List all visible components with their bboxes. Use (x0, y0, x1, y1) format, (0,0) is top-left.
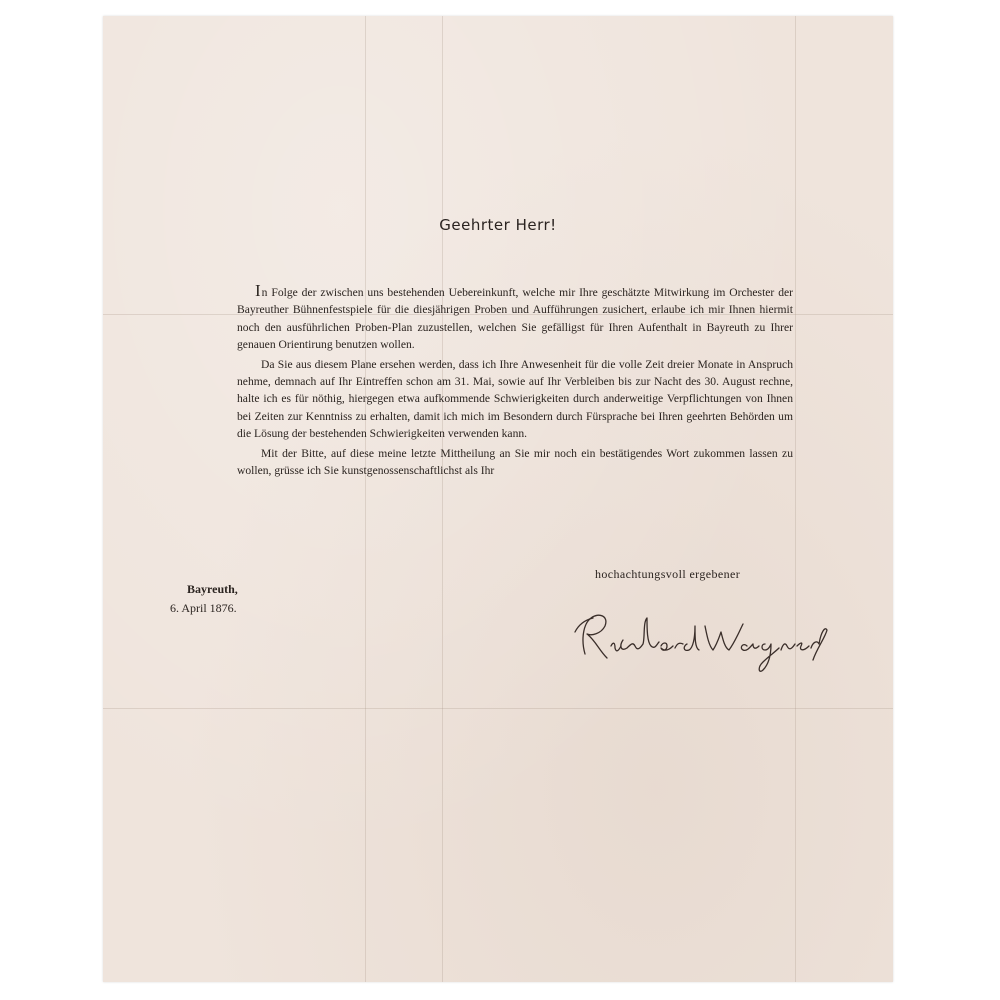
letter-date: 6. April 1876. (170, 601, 237, 615)
fold-line-vertical (365, 16, 366, 982)
closing-phrase: hochachtungsvoll ergebener (595, 567, 741, 581)
paragraph-1 (237, 281, 793, 354)
greeting-heading: Geehrter Herr! (439, 216, 557, 234)
letter-body (237, 281, 793, 481)
paragraph-2: Da Sie aus diesem Plane ersehen werden, dass ich Ihre Anwesenheit für die volle Zeit dreier Monate in Anspruch nehme, demnach auf Ihr Eintreffen schon am 31. Mai, sowie auf Ihr Verbleiben bis zur Nacht des 30. August rechne, halte ich es für nöthig, hiergegen etwa aufkommende Schwierigkeiten durch anderweitige Verpflichtungen von Ihnen bei Zeiten zur Kenntniss zu erhalten, damit ich mich im Besondern durch Fürsprache bei Ihren geehrten Behörden um die Lösung der bestehenden Schwierigkeiten verwenden kann. (237, 357, 793, 441)
paragraph-3: Mit der Bitte, auf diese meine letzte Mittheilung an Sie mir noch ein bestätigendes Wort zukommen lassen zu wollen, grüsse ich Sie kunstgenossenschaftlichst als Ihr (237, 446, 793, 478)
place-name: Bayreuth, (187, 582, 238, 596)
fold-line-vertical (442, 16, 443, 982)
fold-line-horizontal (103, 708, 893, 709)
letter-page (103, 16, 893, 982)
handwritten-signature (563, 602, 833, 682)
fold-line-vertical (795, 16, 796, 982)
initial-letter: I (255, 281, 261, 300)
paragraph-1-text: n Folge der zwischen uns bestehenden Uebereinkunft, welche mir Ihre geschätzte Mitwirkung im Orchester der Bayreuther Bühnenfestspiele für die diesjährigen Proben und Aufführungen zusichert, erlaube ich mir Ihnen hiermit noch den ausführlichen Proben-Plan zuzustellen, welchen Sie gefälligst für Ihren Aufenthalt in Bayreuth zu Ihrer genauen Orientirung benutzen wollen. (237, 286, 793, 352)
